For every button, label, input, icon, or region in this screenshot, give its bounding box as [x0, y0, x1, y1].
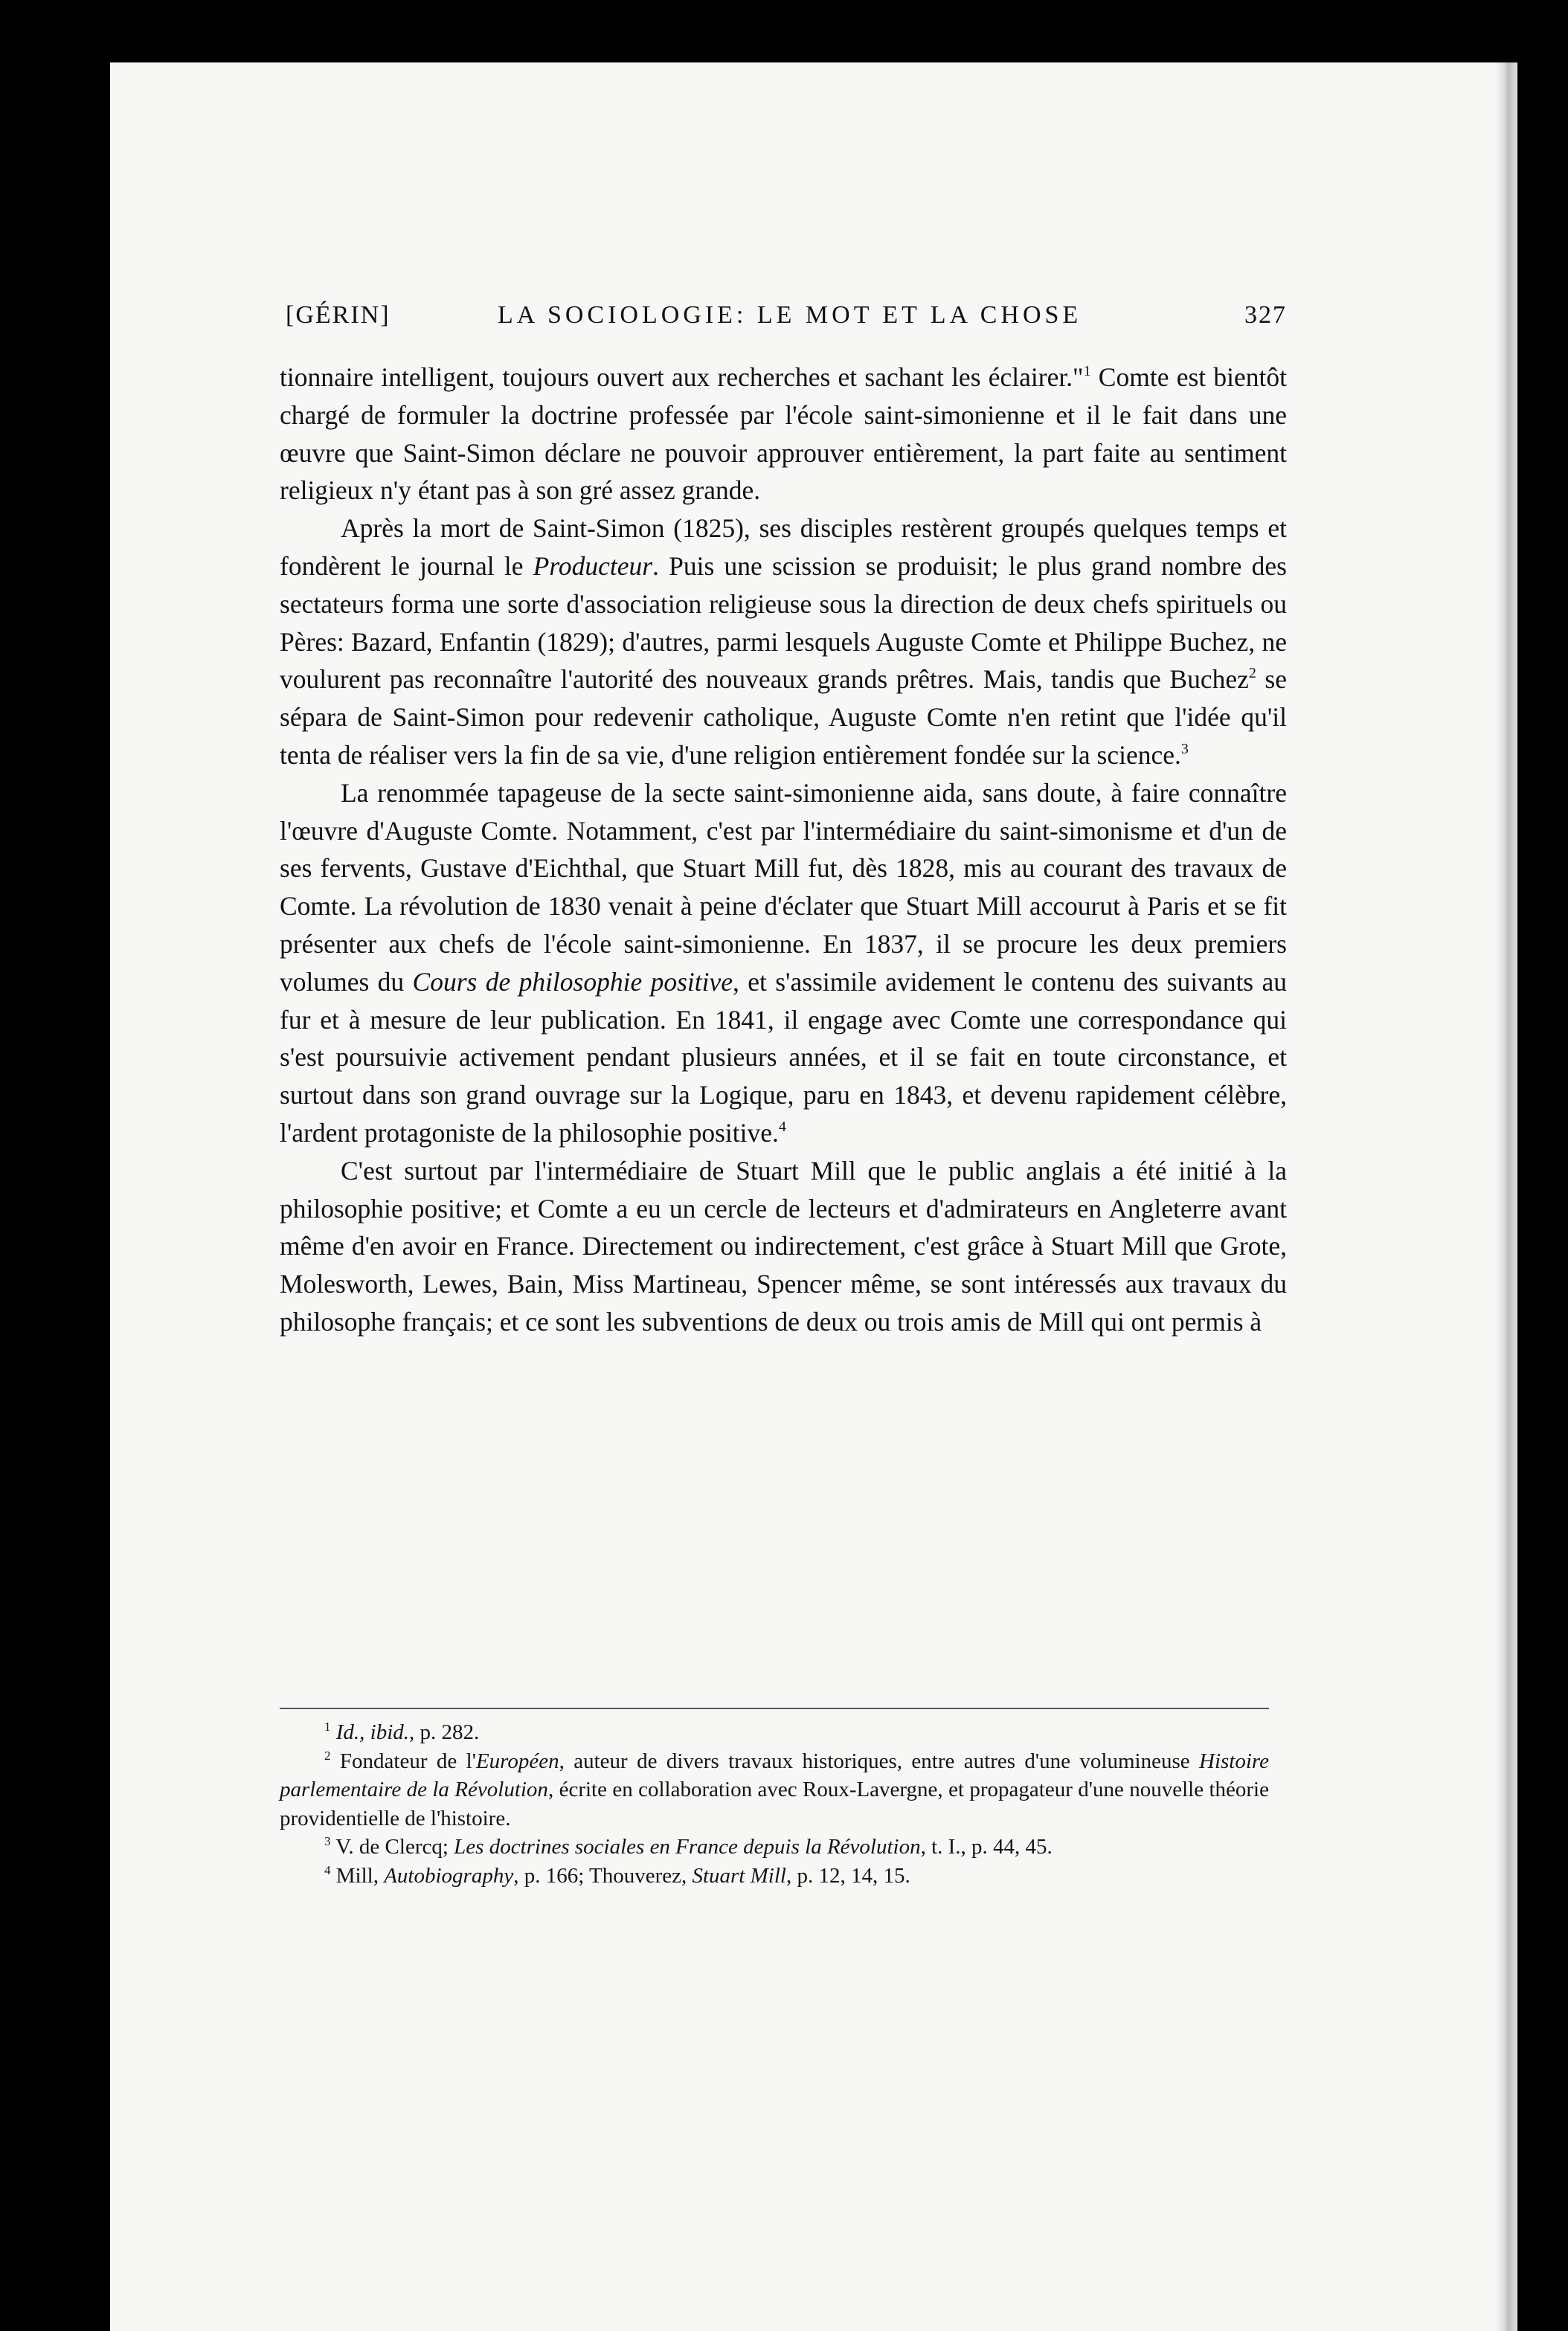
footnote [280, 1718, 1269, 1747]
text-run: , t. I., p. 44, 45. [920, 1835, 1053, 1859]
italic-text: Histoire parlementaire de la Révolution [280, 1749, 1269, 1801]
footnote-ref: 2 [324, 1748, 331, 1763]
text-run: , auteur de divers travaux historiques, entre autres d'une volumineuse [559, 1749, 1200, 1773]
running-header [286, 301, 1287, 338]
text-run: , et s'assimile avidement le contenu des suivants au fur et à mesure de leur publication. En 1841, il engage avec Comte une correspondance qui s'est poursuivie activement pendant plusieurs années, et il se fait en toute circonstance, et surtout dans son grand ouvrage sur la Logique, paru en 1843, et devenu rapidement célèbre, l'ardent protagoniste de la philosophie positive. [280, 966, 1287, 1148]
text-run: , p. 166; Thouverez, [513, 1863, 693, 1888]
footnote-divider [280, 1708, 1269, 1709]
footnote-ref: 2 [1248, 665, 1256, 682]
text-run: V. de Clercq; [330, 1835, 454, 1859]
footnotes [280, 1718, 1269, 1890]
text-run: Après la mort de Saint-Simon (1825), ses disciples restèrent groupés quelques temps et fondèrent le journal le [280, 513, 1287, 581]
footnote [280, 1833, 1269, 1862]
text-run: , p. 282. [409, 1720, 480, 1744]
text-run: se sépara de Saint-Simon pour redevenir catholique, Auguste Comte n'en retint que l'idée qu'il tenta de réaliser vers la fin de sa vie, d'une religion entièrement fondée sur la science. [280, 664, 1287, 770]
footnote-ref: 1 [324, 1720, 331, 1734]
footnote [280, 1747, 1269, 1833]
italic-text: Cours de philosophie positive [412, 966, 733, 997]
italic-text: Européen [475, 1749, 559, 1773]
paragraph [280, 774, 1287, 1152]
paragraph [280, 509, 1287, 774]
text-run: Mill, [330, 1863, 385, 1888]
text-run: . Puis une scission se produisit; le plus grand nombre des sectateurs forma une sorte d'association religieuse sous la direction de deux chefs spirituels ou Pères: Bazard, Enfantin (1829); d'autres, parmi lesquels Auguste Comte et Philippe Buchez, ne voulurent pas reconnaître l'autorité des nouveaux grands prêtres. Mais, tandis que Buchez [280, 550, 1287, 695]
paragraph [280, 1152, 1287, 1341]
body-text [280, 359, 1287, 1341]
text-run: Fondateur de l' [330, 1749, 476, 1773]
footnote-ref: 3 [1180, 740, 1189, 757]
italic-text: Les doctrines sociales en France depuis la Révolution [454, 1835, 921, 1859]
italic-text: Id., ibid. [335, 1720, 410, 1744]
footnote-ref: 4 [324, 1862, 331, 1877]
paragraph [280, 359, 1287, 509]
italic-text: Producteur [533, 550, 653, 581]
italic-text: Stuart Mill [692, 1863, 786, 1888]
text-run [331, 1720, 336, 1744]
page-number: 327 [1244, 301, 1287, 329]
text-run: C'est surtout par l'intermédiaire de Stuart Mill que le public anglais a été initié à la philosophie positive; et Comte a eu un cercle de lecteurs et d'admirateurs en Angleterre avant même d'en avoir en France. Directement ou indirectement, c'est grâce à Stuart Mill que Grote, Molesworth, Lewes, Bain, Miss Martineau, Spencer même, se sont intéressés aux travaux du philosophe français; et ce sont les subventions de deux ou trois amis de Mill qui ont permis à [280, 1155, 1287, 1337]
page-edge [1495, 62, 1517, 2331]
italic-text: Autobiography [384, 1863, 514, 1888]
footnote [280, 1862, 1269, 1891]
text-run: , p. 12, 14, 15. [785, 1863, 910, 1888]
header-title: LA SOCIOLOGIE: LE MOT ET LA CHOSE [498, 301, 1082, 329]
text-run: tionnaire intelligent, toujours ouvert aux recherches et sachant les éclairer." [280, 362, 1084, 392]
footnote-ref: 3 [324, 1834, 331, 1848]
text-run: , écrite en collaboration avec Roux-Lavergne, et propagateur d'une nouvelle théorie providentielle de l'histoire. [280, 1778, 1269, 1830]
text-run: La renommée tapageuse de la secte saint-simonienne aida, sans doute, à faire connaître l'œuvre d'Auguste Comte. Notamment, c'est par l'intermédiaire du saint-simonisme et d'un de ses fervents, Gustave d'Eichthal, que Stuart Mill fut, dès 1828, mis au courant des travaux de Comte. La révolution de 1830 venait à peine d'éclater que Stuart Mill accourut à Paris et se fit présenter aux chefs de l'école saint-simonienne. En 1837, il se procure les deux premiers volumes du [280, 777, 1287, 997]
footnote-ref: 4 [778, 1118, 786, 1135]
footnote-ref: 1 [1083, 363, 1091, 379]
text-run: Comte est bientôt chargé de formuler la doctrine professée par l'école saint-simonienne et il le fait dans une œuvre que Saint-Simon déclare ne pouvoir approuver entièrement, la part faite au sentiment religieux n'y étant pas à son gré assez grande. [280, 362, 1287, 506]
header-author: [GÉRIN] [286, 301, 391, 329]
